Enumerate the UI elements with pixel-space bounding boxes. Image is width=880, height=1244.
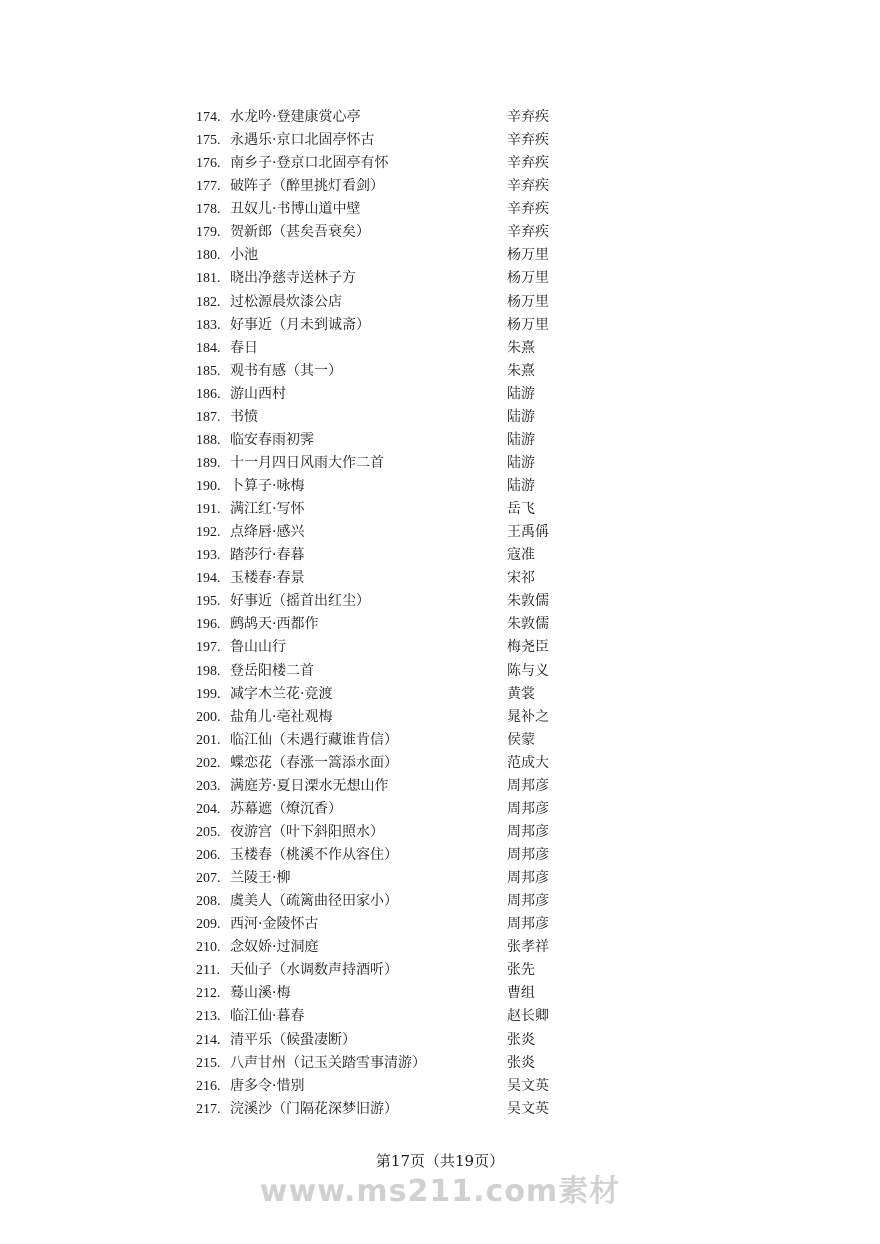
list-item <box>196 913 576 936</box>
poem-author: 周邦彦 <box>507 777 549 794</box>
list-item <box>196 752 576 775</box>
list-item <box>196 544 576 567</box>
list-item <box>196 129 576 152</box>
entry-number: 185. <box>196 363 221 379</box>
list-item <box>196 106 576 129</box>
poem-title: 好事近（摇首出红尘） <box>230 593 370 610</box>
entry-number: 184. <box>196 340 221 356</box>
poem-author: 陈与义 <box>507 662 549 679</box>
poem-title: 唐多令·惜别 <box>230 1077 305 1094</box>
list-item <box>196 844 576 867</box>
entry-number: 201. <box>196 732 221 748</box>
poem-author: 岳飞 <box>507 501 535 518</box>
list-item <box>196 867 576 890</box>
poem-author: 周邦彦 <box>507 916 549 933</box>
entry-number: 181. <box>196 271 221 287</box>
poem-title: 水龙吟·登建康赏心亭 <box>230 109 361 125</box>
poem-author: 杨万里 <box>507 316 549 333</box>
entry-number: 178. <box>196 202 221 218</box>
list-item <box>196 936 576 959</box>
entry-number: 200. <box>196 709 221 725</box>
poem-title: 十一月四日风雨大作二首 <box>230 454 384 471</box>
poem-author: 周邦彦 <box>507 847 549 863</box>
poem-title: 好事近（月未到诚斋） <box>230 316 370 333</box>
poem-author: 陆游 <box>507 431 535 448</box>
list-item <box>196 821 576 844</box>
poem-author: 辛弃疾 <box>507 155 549 172</box>
list-item <box>196 475 576 498</box>
poem-title: 鲁山山行 <box>230 639 286 656</box>
poem-author: 吴文英 <box>507 1077 549 1094</box>
poem-author: 吴文英 <box>507 1100 549 1117</box>
entry-number: 212. <box>196 986 221 1002</box>
poem-title: 念奴娇·过洞庭 <box>230 939 319 956</box>
poem-title: 点绛唇·感兴 <box>230 524 305 541</box>
list-item <box>196 590 576 613</box>
poem-title: 丑奴儿·书博山道中壁 <box>230 201 361 218</box>
poem-author: 辛弃疾 <box>507 224 549 241</box>
poem-author: 梅尧臣 <box>507 639 549 656</box>
poem-title: 卜算子·咏梅 <box>230 478 305 494</box>
poem-title: 春日 <box>230 339 258 356</box>
poem-title: 游山西村 <box>230 385 286 402</box>
poem-author: 辛弃疾 <box>507 178 549 195</box>
poem-title: 天仙子（水调数声持酒听） <box>230 962 398 979</box>
list-item <box>196 314 576 337</box>
list-item <box>196 613 576 636</box>
poem-author: 杨万里 <box>507 293 549 310</box>
page-number-footer: 第17页（共19页） <box>375 1152 505 1170</box>
poem-title: 观书有感（其一） <box>230 362 342 379</box>
entry-number: 194. <box>196 571 221 587</box>
poem-list <box>196 106 576 1121</box>
poem-title: 八声甘州（记玉关踏雪事清游） <box>230 1054 426 1071</box>
entry-number: 207. <box>196 871 221 887</box>
poem-author: 陆游 <box>507 408 535 425</box>
list-item <box>196 498 576 521</box>
list-item <box>196 567 576 590</box>
entry-number: 202. <box>196 755 221 771</box>
entry-number: 193. <box>196 548 221 564</box>
poem-title: 永遇乐·京口北固亭怀古 <box>230 132 375 149</box>
list-item <box>196 291 576 314</box>
poem-title: 玉楼春（桃溪不作从容住） <box>230 847 398 863</box>
poem-title: 蝶恋花（春涨一篙添水面） <box>230 754 398 771</box>
poem-author: 张炎 <box>507 1031 535 1048</box>
list-item <box>196 406 576 429</box>
poem-author: 晁补之 <box>507 708 549 725</box>
poem-title: 登岳阳楼二首 <box>230 662 314 679</box>
list-item <box>196 706 576 729</box>
list-item <box>196 982 576 1005</box>
poem-author: 杨万里 <box>507 247 549 264</box>
poem-title: 玉楼春·春景 <box>230 570 305 587</box>
poem-title: 满江红·写怀 <box>230 501 305 518</box>
poem-title: 踏莎行·春暮 <box>230 547 305 564</box>
poem-author: 辛弃疾 <box>507 201 549 218</box>
entry-number: 175. <box>196 133 221 149</box>
poem-author: 黄裳 <box>507 685 535 702</box>
poem-author: 寇准 <box>507 547 535 564</box>
entry-number: 186. <box>196 386 221 402</box>
poem-title: 浣溪沙（门隔花深梦旧游） <box>230 1100 398 1117</box>
list-item <box>196 890 576 913</box>
list-item <box>196 452 576 475</box>
poem-author: 辛弃疾 <box>507 109 549 125</box>
poem-author: 周邦彦 <box>507 800 549 817</box>
poem-author: 陆游 <box>507 478 535 494</box>
entry-number: 179. <box>196 225 221 241</box>
list-item <box>196 959 576 982</box>
poem-title: 蓦山溪·梅 <box>230 985 291 1002</box>
entry-number: 203. <box>196 778 221 794</box>
list-item <box>196 1052 576 1075</box>
poem-author: 张孝祥 <box>507 939 549 956</box>
entry-number: 215. <box>196 1055 221 1071</box>
entry-number: 213. <box>196 1009 221 1025</box>
entry-number: 183. <box>196 317 221 333</box>
list-item <box>196 636 576 659</box>
entry-number: 191. <box>196 502 221 518</box>
poem-title: 贺新郎（甚矣吾衰矣） <box>230 224 370 241</box>
list-item <box>196 683 576 706</box>
entry-number: 174. <box>196 110 221 125</box>
poem-title: 清平乐（候蛩凄断） <box>230 1031 356 1048</box>
poem-author: 宋祁 <box>507 570 535 587</box>
entry-number: 195. <box>196 594 221 610</box>
poem-title: 虞美人（疏篱曲径田家小） <box>230 893 398 910</box>
poem-author: 张炎 <box>507 1054 535 1071</box>
poem-title: 晓出净慈寺送林子方 <box>230 270 356 287</box>
poem-author: 周邦彦 <box>507 870 549 887</box>
poem-title: 夜游宫（叶下斜阳照水） <box>230 823 384 840</box>
poem-title: 临江仙·暮春 <box>230 1008 305 1025</box>
entry-number: 190. <box>196 479 221 494</box>
list-item <box>196 1075 576 1098</box>
list-item <box>196 798 576 821</box>
watermark: www.ms211.com素材 <box>259 1174 621 1209</box>
poem-author: 朱熹 <box>507 362 535 379</box>
entry-number: 198. <box>196 663 221 679</box>
poem-author: 辛弃疾 <box>507 132 549 149</box>
entry-number: 216. <box>196 1078 221 1094</box>
poem-author: 陆游 <box>507 385 535 402</box>
list-item <box>196 221 576 244</box>
poem-author: 朱熹 <box>507 339 535 356</box>
entry-number: 192. <box>196 525 221 541</box>
poem-title: 盐角儿·亳社观梅 <box>230 708 333 725</box>
entry-number: 188. <box>196 432 221 448</box>
poem-author: 侯蒙 <box>507 731 535 748</box>
poem-title: 苏幕遮（燎沉香） <box>230 800 342 817</box>
list-item <box>196 775 576 798</box>
entry-number: 199. <box>196 686 221 702</box>
poem-title: 西河·金陵怀古 <box>230 916 319 933</box>
poem-title: 满庭芳·夏日溧水无想山作 <box>230 777 389 794</box>
entry-number: 208. <box>196 894 221 910</box>
poem-title: 兰陵王·柳 <box>230 870 291 887</box>
poem-author: 王禹偁 <box>507 524 549 541</box>
entry-number: 177. <box>196 179 221 195</box>
entry-number: 197. <box>196 640 221 656</box>
list-item <box>196 1098 576 1121</box>
list-item <box>196 429 576 452</box>
poem-title: 临江仙（未遇行藏谁肯信） <box>230 731 398 748</box>
poem-title: 减字木兰花·竞渡 <box>230 685 333 702</box>
entry-number: 209. <box>196 917 221 933</box>
entry-number: 211. <box>196 963 220 979</box>
entry-number: 180. <box>196 248 221 264</box>
list-item <box>196 337 576 360</box>
poem-title: 临安春雨初霁 <box>230 431 314 448</box>
poem-title: 过松源晨炊漆公店 <box>230 293 342 310</box>
poem-author: 朱敦儒 <box>507 616 549 633</box>
entry-number: 217. <box>196 1101 221 1117</box>
poem-title: 破阵子（醉里挑灯看剑） <box>230 178 384 195</box>
list-item <box>196 660 576 683</box>
entry-number: 182. <box>196 294 221 310</box>
list-item <box>196 1005 576 1028</box>
poem-title: 小池 <box>230 247 258 264</box>
entry-number: 214. <box>196 1032 221 1048</box>
list-item <box>196 729 576 752</box>
entry-number: 189. <box>196 455 221 471</box>
list-item <box>196 1029 576 1052</box>
list-item <box>196 521 576 544</box>
poem-title: 鹧鸪天·西都作 <box>230 616 319 633</box>
entry-number: 176. <box>196 156 221 172</box>
poem-author: 周邦彦 <box>507 893 549 910</box>
entry-number: 206. <box>196 848 221 863</box>
poem-author: 朱敦儒 <box>507 593 549 610</box>
entry-number: 187. <box>196 409 221 425</box>
poem-author: 曹组 <box>507 985 535 1002</box>
poem-author: 赵长卿 <box>507 1008 549 1025</box>
list-item <box>196 360 576 383</box>
poem-author: 范成大 <box>507 754 549 771</box>
list-item <box>196 175 576 198</box>
list-item <box>196 383 576 406</box>
list-item <box>196 244 576 267</box>
entry-number: 204. <box>196 801 221 817</box>
entry-number: 205. <box>196 824 221 840</box>
list-item <box>196 267 576 290</box>
poem-author: 张先 <box>507 962 535 979</box>
entry-number: 210. <box>196 940 221 956</box>
poem-author: 杨万里 <box>507 270 549 287</box>
poem-author: 周邦彦 <box>507 823 549 840</box>
poem-title: 南乡子·登京口北固亭有怀 <box>230 155 389 172</box>
list-item <box>196 152 576 175</box>
poem-author: 陆游 <box>507 454 535 471</box>
list-item <box>196 198 576 221</box>
entry-number: 196. <box>196 617 221 633</box>
poem-title: 书愤 <box>230 408 258 425</box>
